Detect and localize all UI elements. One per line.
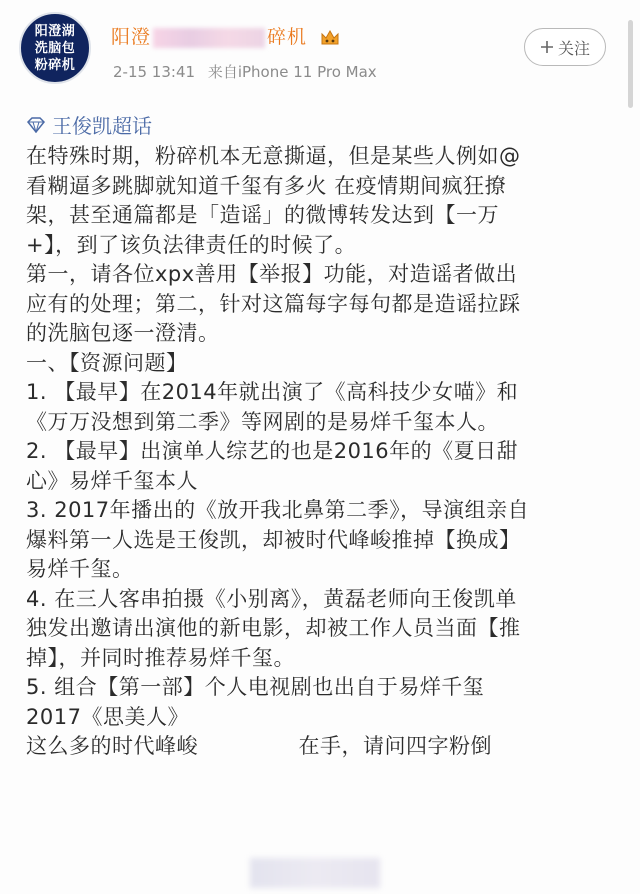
- post-time: 2-15 13:41: [113, 63, 196, 81]
- plus-icon: [540, 40, 554, 54]
- avatar-line-2: 洗脑包: [34, 40, 76, 56]
- post-line: 心》易烊千玺本人: [26, 468, 198, 493]
- content-redaction: [250, 858, 380, 888]
- post-line: 第一，请各位xpx善用【举报】功能，对造谣者做出: [26, 262, 518, 286]
- post-line: 《万万没想到第二季》等网剧的是易烊千玺本人。: [26, 409, 499, 434]
- post-source: 来自iPhone 11 Pro Max: [207, 63, 377, 81]
- post-line: 易烊千玺。: [26, 557, 134, 581]
- scrollbar-thumb[interactable]: [628, 20, 633, 108]
- username[interactable]: [111, 22, 340, 49]
- post-line: 3. 2017年播出的《放开我北鼻第二季》，导演组亲自: [26, 498, 530, 522]
- post-line: 独发出邀请出演他的新电影，却被工作人员当面【推: [26, 616, 521, 640]
- avatar-line-3: 粉碎机: [34, 57, 76, 73]
- post-meta: [113, 61, 377, 82]
- post-header: [0, 0, 640, 100]
- follow-button[interactable]: [524, 28, 606, 66]
- post-line: 看糊逼多跳脚就知道千玺有多火 在疫情期间疯狂撩: [26, 173, 507, 198]
- post-line: 2017《思美人》: [26, 704, 189, 729]
- topic-label: 王俊凯超话: [52, 114, 152, 138]
- avatar-line-1: 阳澄湖: [34, 23, 76, 39]
- post-line: 5. 组合【第一部】个人电视剧也出自于易烊千玺: [26, 675, 485, 699]
- post-line: 一、【资源问题】: [26, 350, 188, 375]
- follow-label: 关注: [557, 38, 590, 58]
- post-line: 应有的处理；第二，针对这篇每字每句都是造谣拉踩: [26, 291, 521, 316]
- username-start: 阳澄: [111, 26, 152, 48]
- post-line: 的洗脑包逐一澄清。: [26, 321, 220, 345]
- avatar[interactable]: [19, 12, 91, 84]
- username-redaction: [153, 28, 265, 48]
- post-line: +】，到了该负法律责任的时候了。: [26, 232, 357, 257]
- topic-link[interactable]: [26, 110, 152, 139]
- diamond-icon: [26, 117, 46, 133]
- post-line: 在特殊时期，粉碎机本无意撕逼，但是某些人例如@: [26, 144, 521, 168]
- post-line: 掉】，并同时推荐易烊千玺。: [26, 645, 295, 670]
- username-end: 碎机: [267, 26, 308, 48]
- post-line: 爆料第一人选是王俊凯，却被时代峰峻推掉【换成】: [26, 527, 521, 552]
- post-line: 2. 【最早】出演单人综艺的也是2016年的《夏日甜: [26, 439, 519, 463]
- post-line: 4. 在三人客串拍摄《小别离》，黄磊老师向王俊凯单: [26, 586, 517, 611]
- crown-icon: [320, 29, 340, 47]
- post-line: 这么多的时代峰峻 在手，请问四字粉倒: [26, 734, 492, 758]
- post-line: 1. 【最早】在2014年就出演了《高科技少女喵》和: [26, 380, 519, 404]
- post-line: 架，甚至通篇都是「造谣」的微博转发达到【一万: [26, 203, 499, 227]
- post-body: [26, 142, 621, 762]
